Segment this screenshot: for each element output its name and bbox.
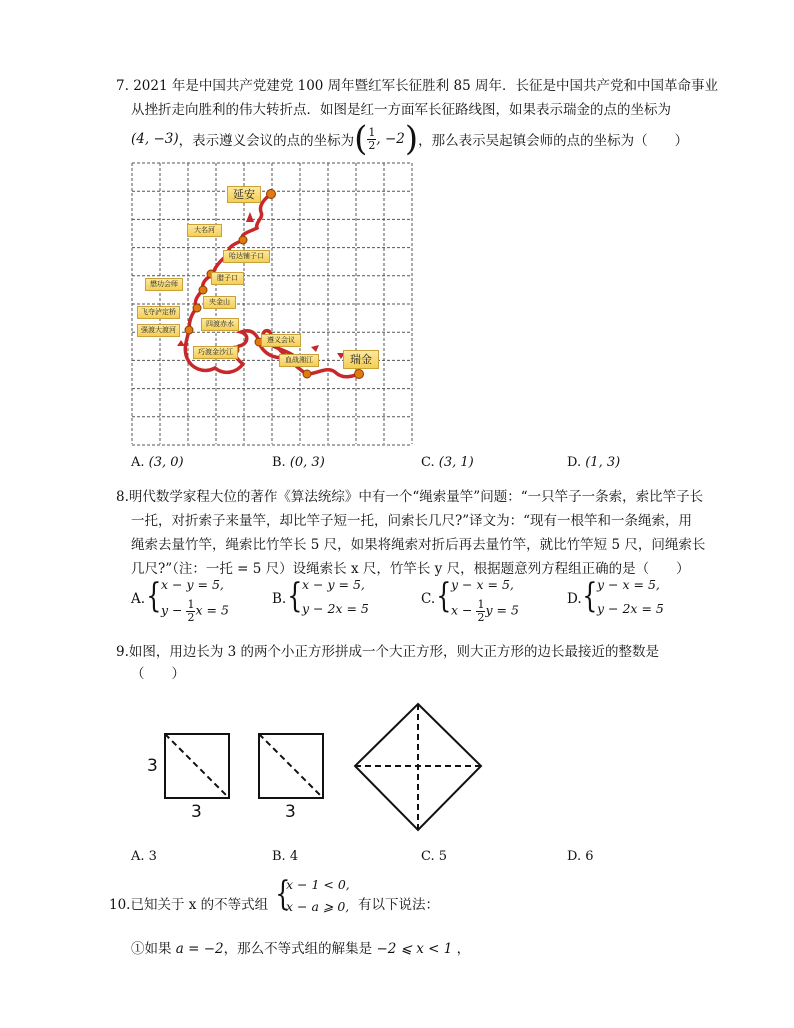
q9-label-bottom2: 3 <box>285 802 296 822</box>
q8-option-d[interactable]: D. { y − x = 5, y − 2x = 5 <box>567 576 664 616</box>
q7-option-c[interactable]: C. (3, 1) <box>421 455 474 470</box>
q7-line3: (4, −3) ，表示遵义会议的点的坐标为 ( $\frac{1}{2}$ , −2 ) ，那么表示吴起镇会师的点的坐标为（ ） <box>131 119 689 159</box>
q7-option-d[interactable]: D. (1, 3) <box>567 455 621 470</box>
q9-line2: （ ） <box>131 666 185 682</box>
q7-option-a[interactable]: A. (3, 0) <box>131 455 184 470</box>
q7-zunyi-y: , −2 <box>376 131 405 147</box>
label-qiaodu: 巧渡金沙江 <box>193 346 238 359</box>
q8-option-a[interactable]: A. { x − y = 5, y − $\frac{1}{2}$ x = 5 <box>131 576 229 624</box>
q8-line1: 8.明代数学家程大位的著作《算法统综》中有一个“绳索量竿”问题：“一只竿子一条索，索比竿子长 <box>116 489 704 505</box>
label-xiangjiang: 血战湘江 <box>279 354 319 367</box>
q9-option-b[interactable]: B. 4 <box>272 849 299 864</box>
q9-option-d[interactable]: D. 6 <box>567 849 594 864</box>
square-2-diagonal <box>259 734 323 798</box>
q10-item1: ①如果 a = −2，那么不等式组的解集是 −2 ⩽ x < 1 ， <box>131 941 471 957</box>
map-grid <box>131 162 413 446</box>
q7-option-b[interactable]: B. (0, 3) <box>272 455 325 470</box>
q9-number: 9. <box>116 644 129 660</box>
q10-system: { x − 1 < 0, x − a ⩾ 0, <box>275 874 350 914</box>
long-march-map <box>131 162 413 446</box>
label-daming: 大名河 <box>187 224 222 237</box>
q9-option-c[interactable]: C. 5 <box>421 849 448 864</box>
q7-coord-ruijin: (4, −3) <box>131 131 179 147</box>
q7-text1: 2021 年是中国共产党建党 100 周年暨红军长征胜利 85 周年．长征是中国共产党和中国革命事业 <box>133 78 718 94</box>
label-feiduo: 飞夺泸定桥 <box>137 306 180 319</box>
q8-line3: 绳索去量竹竿，绳索比竹竿长 5 尺，如果将绳索对折后再去量竹竿，就比竹竿短 5 尺，问绳索长 <box>131 537 706 553</box>
label-lazikou: 腊子口 <box>211 272 244 285</box>
q9-option-a[interactable]: A. 3 <box>131 849 157 864</box>
label-jiajin: 夹金山 <box>203 296 236 309</box>
q9-label-bottom1: 3 <box>191 802 202 822</box>
q10-number: 10. <box>109 897 131 913</box>
q7-zunyi-fraction: $\frac{1}{2}$ <box>368 125 376 152</box>
square-1-diagonal <box>165 734 229 798</box>
label-ruijin: 瑞金 <box>343 350 379 369</box>
label-maogong: 懋功会师 <box>145 278 183 291</box>
q7-number: 7. <box>116 78 129 94</box>
q9-label-side: 3 <box>147 756 158 776</box>
q7-line2: 从挫折走向胜利的伟大转折点．如图是红一方面军长征路线图，如果表示瑞金的点的坐标为 <box>131 102 671 118</box>
label-zunyi: 遵义会议 <box>261 334 301 347</box>
label-hongqi: 哈达铺子口 <box>223 250 270 263</box>
q7-text-zunyi: ，表示遵义会议的点的坐标为 <box>178 133 355 149</box>
q8-line4: 几尺?”（注：一托 = 5 尺）设绳索长 x 尺，竹竿长 y 尺，根据题意列方程组正确的是（ ） <box>131 561 690 577</box>
q8-option-c[interactable]: C. { y − x = 5, x − $\frac{1}{2}$ y = 5 <box>421 576 519 624</box>
q7-text-tail: ，那么表示吴起镇会师的点的坐标为（ ） <box>418 133 689 149</box>
q8-line2: 一托，对折索子来量竿，却比竿子短一托，问索长几尺?”译文为：“现有一根竿和一条绳索，用 <box>131 513 693 529</box>
q8-number: 8. <box>116 489 129 505</box>
q9-figure <box>131 690 501 840</box>
q10-after: 有以下说法： <box>358 897 439 913</box>
label-yanan: 延安 <box>227 186 261 203</box>
q8-option-b[interactable]: B. { x − y = 5, y − 2x = 5 <box>272 576 369 616</box>
label-sidu: 四渡赤水 <box>201 318 239 331</box>
label-qiangdu: 强渡大渡河 <box>137 324 180 337</box>
q7-line1 <box>116 74 718 94</box>
q9-line1: 9.如图，用边长为 3 的两个小正方形拼成一个大正方形，则大正方形的边长最接近的整数是 <box>116 644 660 660</box>
q10-intro: 10.已知关于 x 的不等式组 <box>109 897 269 913</box>
